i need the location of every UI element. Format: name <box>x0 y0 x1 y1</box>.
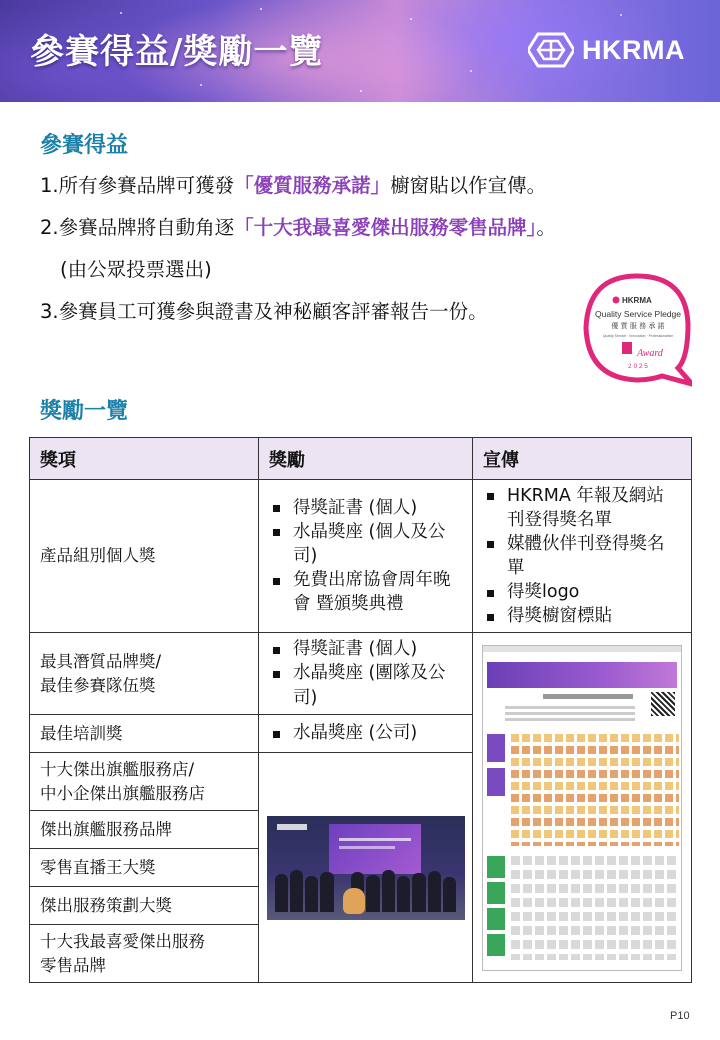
promotion-image-cell <box>473 633 692 983</box>
reward-item: 水晶獎座 (個人及公司) <box>269 520 462 568</box>
promotion-item: 媒體伙伴刊登得獎名單 <box>483 532 681 580</box>
column-header-reward: 獎勵 <box>259 438 473 480</box>
benefit-1-highlight: 「優質服務承諾」 <box>234 174 391 197</box>
award-photo-cell <box>259 753 473 983</box>
reward-cell <box>259 633 473 715</box>
svg-text:2 0 2 5: 2 0 2 5 <box>628 363 648 370</box>
benefit-item-3: 3.參賽員工可獲參與證書及神秘顧客評審報告一份。 <box>40 300 488 323</box>
reward-cell <box>259 480 473 633</box>
benefit-1-tail: 櫥窗貼以作宣傳。 <box>390 174 547 197</box>
table-header-row <box>30 438 692 480</box>
reward-item: 得獎証書 (個人) <box>269 637 462 661</box>
svg-text:Award: Award <box>637 348 663 359</box>
award-name: 傑出服務策劃大獎 <box>30 887 259 925</box>
winners-list-flyer-image <box>482 645 682 971</box>
page-title: 參賽得益/獎勵一覽 <box>30 32 324 72</box>
benefit-1-text: 1.所有參賽品牌可獲發 <box>40 174 235 197</box>
award-name: 十大我最喜愛傑出服務 零售品牌 <box>30 925 259 983</box>
awards-table <box>29 437 692 983</box>
award-name: 最佳培訓獎 <box>30 715 259 753</box>
benefits-heading: 參賽得益 <box>40 133 129 158</box>
promotion-item: HKRMA 年報及網站刊登得獎名單 <box>483 484 681 532</box>
header-banner <box>0 0 720 102</box>
award-name: 產品組別個人獎 <box>30 480 259 633</box>
quality-service-pledge-badge <box>582 272 692 388</box>
reward-item: 得獎証書 (個人) <box>269 496 462 520</box>
table-row <box>30 480 692 633</box>
awards-heading: 獎勵一覽 <box>40 399 129 424</box>
table-row <box>30 633 692 715</box>
award-name: 最具潛質品牌獎/ 最佳參賽隊伍獎 <box>30 633 259 715</box>
column-header-award: 獎項 <box>30 438 259 480</box>
page-number: P10 <box>670 1010 690 1022</box>
benefit-2-tail: 。 <box>536 216 556 239</box>
reward-cell <box>259 715 473 753</box>
award-name: 零售直播王大獎 <box>30 849 259 887</box>
hkrma-emblem-icon <box>528 32 574 68</box>
svg-text:優 質 服 務 承 諾: 優 質 服 務 承 諾 <box>611 322 665 330</box>
reward-item: 水晶獎座 (公司) <box>269 721 462 745</box>
reward-item: 水晶獎座 (團隊及公司) <box>269 661 462 709</box>
benefit-2-note: (由公眾投票選出) <box>60 258 212 281</box>
svg-text:HKRMA: HKRMA <box>622 296 652 305</box>
benefit-2-highlight: 「十大我最喜愛傑出服務零售品牌」 <box>234 216 537 239</box>
award-name: 傑出旗艦服務品牌 <box>30 811 259 849</box>
logo-text: HKRMA <box>582 34 685 65</box>
svg-text:Quality Service · Innovation ·: Quality Service · Innovation · Professionalism <box>602 334 674 338</box>
promotion-cell <box>473 480 692 633</box>
reward-item: 免費出席協會周年晚會 暨頒獎典禮 <box>269 568 462 616</box>
award-ceremony-photo <box>267 816 465 920</box>
svg-text:Quality Service Pledge: Quality Service Pledge <box>595 309 681 319</box>
benefit-item-2 <box>40 212 556 240</box>
promotion-item: 得獎logo <box>483 580 681 604</box>
hkrma-logo <box>528 32 685 68</box>
column-header-promotion: 宣傳 <box>473 438 692 480</box>
award-name: 十大傑出旗艦服務店/ 中小企傑出旗艦服務店 <box>30 753 259 811</box>
benefit-item-1 <box>40 170 546 198</box>
benefit-2-text: 2.參賽品牌將自動角逐 <box>40 216 235 239</box>
promotion-item: 得獎櫥窗標貼 <box>483 604 681 628</box>
